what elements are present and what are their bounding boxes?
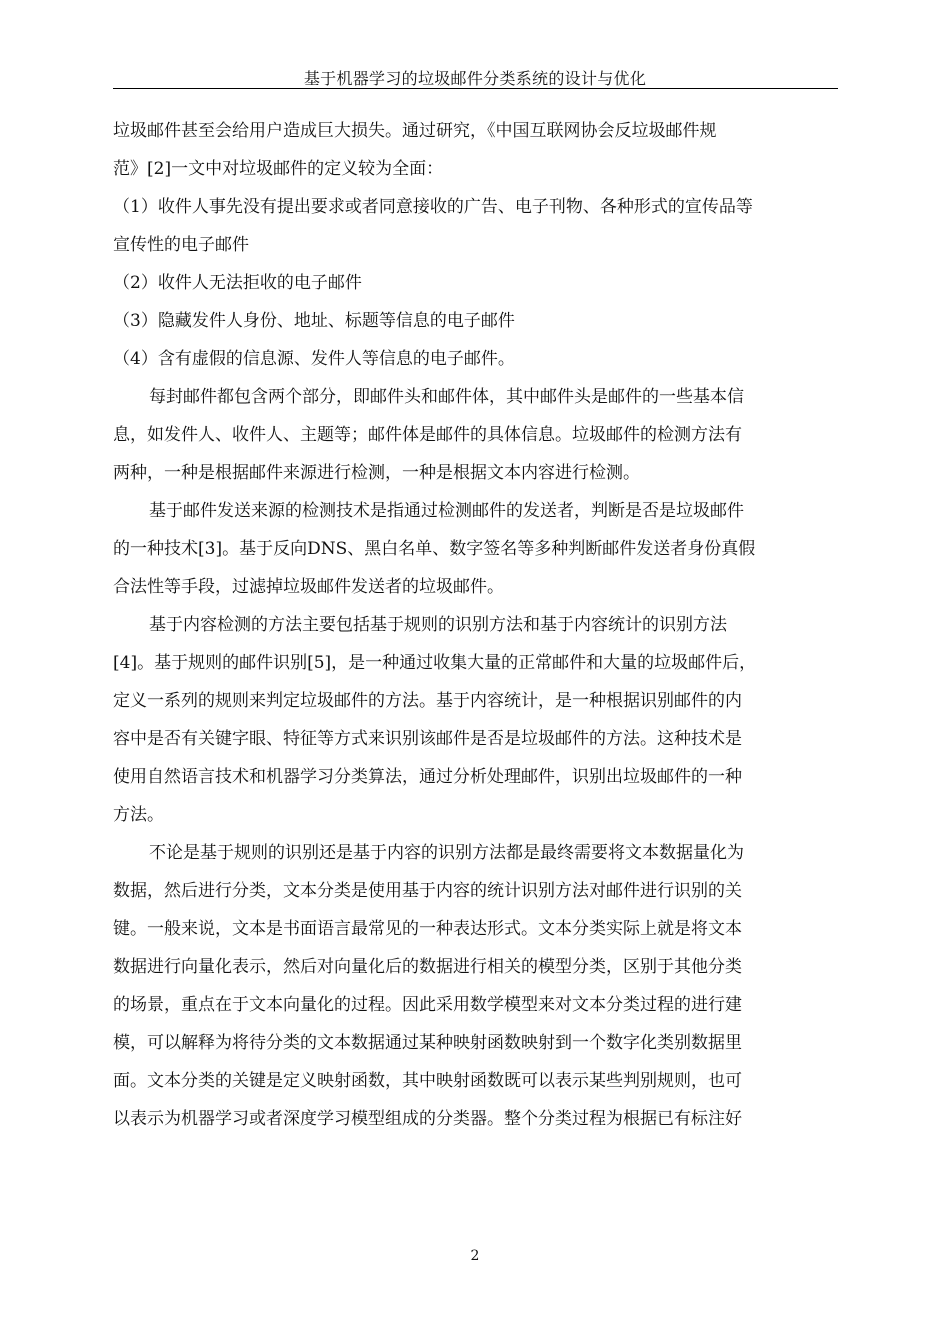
paragraph-start: 基于邮件发送来源的检测技术是指通过检测邮件的发送者，判断是否是垃圾邮件 bbox=[149, 501, 744, 521]
list-item: （4）含有虚假的信息源、发件人等信息的电子邮件。 bbox=[113, 349, 515, 369]
text-line: 面。文本分类的关键是定义映射函数，其中映射函数既可以表示某些判别规则，也可 bbox=[113, 1071, 742, 1091]
paragraph-start: 基于内容检测的方法主要包括基于规则的识别方法和基于内容统计的识别方法 bbox=[149, 615, 727, 635]
text-line: [4]。基于规则的邮件识别[5]，是一种通过收集大量的正常邮件和大量的垃圾邮件后， bbox=[113, 653, 757, 673]
text-line: 的一种技术[3]。基于反向DNS、黑白名单、数字签名等多种判断邮件发送者身份真假 bbox=[113, 539, 756, 559]
text-line: 容中是否有关键字眼、特征等方式来识别该邮件是否是垃圾邮件的方法。这种技术是 bbox=[113, 729, 742, 749]
header-divider bbox=[113, 88, 838, 89]
text-line: 合法性等手段，过滤掉垃圾邮件发送者的垃圾邮件。 bbox=[113, 577, 504, 597]
paragraph-start: 不论是基于规则的识别还是基于内容的识别方法都是最终需要将文本数据量化为 bbox=[149, 843, 744, 863]
text-line: 数据，然后进行分类，文本分类是使用基于内容的统计识别方法对邮件进行识别的关 bbox=[113, 881, 742, 901]
text-line: 两种，一种是根据邮件来源进行检测，一种是根据文本内容进行检测。 bbox=[113, 463, 640, 483]
list-item: （1）收件人事先没有提出要求或者同意接收的广告、电子刊物、各种形式的宣传品等 bbox=[113, 197, 753, 217]
text-line: 宣传性的电子邮件 bbox=[113, 235, 249, 255]
text-line: 方法。 bbox=[113, 805, 164, 825]
text-line: 垃圾邮件甚至会给用户造成巨大损失。通过研究，《中国互联网协会反垃圾邮件规 bbox=[113, 121, 717, 141]
paragraph-start: 每封邮件都包含两个部分，即邮件头和邮件体，其中邮件头是邮件的一些基本信 bbox=[149, 387, 744, 407]
text-line: 模，可以解释为将待分类的文本数据通过某种映射函数映射到一个数字化类别数据里 bbox=[113, 1033, 742, 1053]
text-line: 数据进行向量化表示，然后对向量化后的数据进行相关的模型分类，区别于其他分类 bbox=[113, 957, 742, 977]
list-item: （3）隐藏发件人身份、地址、标题等信息的电子邮件 bbox=[113, 311, 515, 331]
text-line: 息，如发件人、收件人、主题等；邮件体是邮件的具体信息。垃圾邮件的检测方法有 bbox=[113, 425, 742, 445]
text-line: 以表示为机器学习或者深度学习模型组成的分类器。整个分类过程为根据已有标注好 bbox=[113, 1109, 742, 1129]
page-number: 2 bbox=[470, 1248, 480, 1264]
text-line: 的场景，重点在于文本向量化的过程。因此采用数学模型来对文本分类过程的进行建 bbox=[113, 995, 742, 1015]
list-item: （2）收件人无法拒收的电子邮件 bbox=[113, 273, 362, 293]
body-text bbox=[113, 112, 835, 1138]
running-header-title: 基于机器学习的垃圾邮件分类系统的设计与优化 bbox=[303, 69, 647, 88]
text-line: 使用自然语言技术和机器学习分类算法，通过分析处理邮件，识别出垃圾邮件的一种 bbox=[113, 767, 742, 787]
text-line: 键。一般来说，文本是书面语言最常见的一种表达形式。文本分类实际上就是将文本 bbox=[113, 919, 742, 939]
text-line: 定义一系列的规则来判定垃圾邮件的方法。基于内容统计，是一种根据识别邮件的内 bbox=[113, 691, 742, 711]
text-line: 范》[2]一文中对垃圾邮件的定义较为全面： bbox=[113, 159, 444, 179]
